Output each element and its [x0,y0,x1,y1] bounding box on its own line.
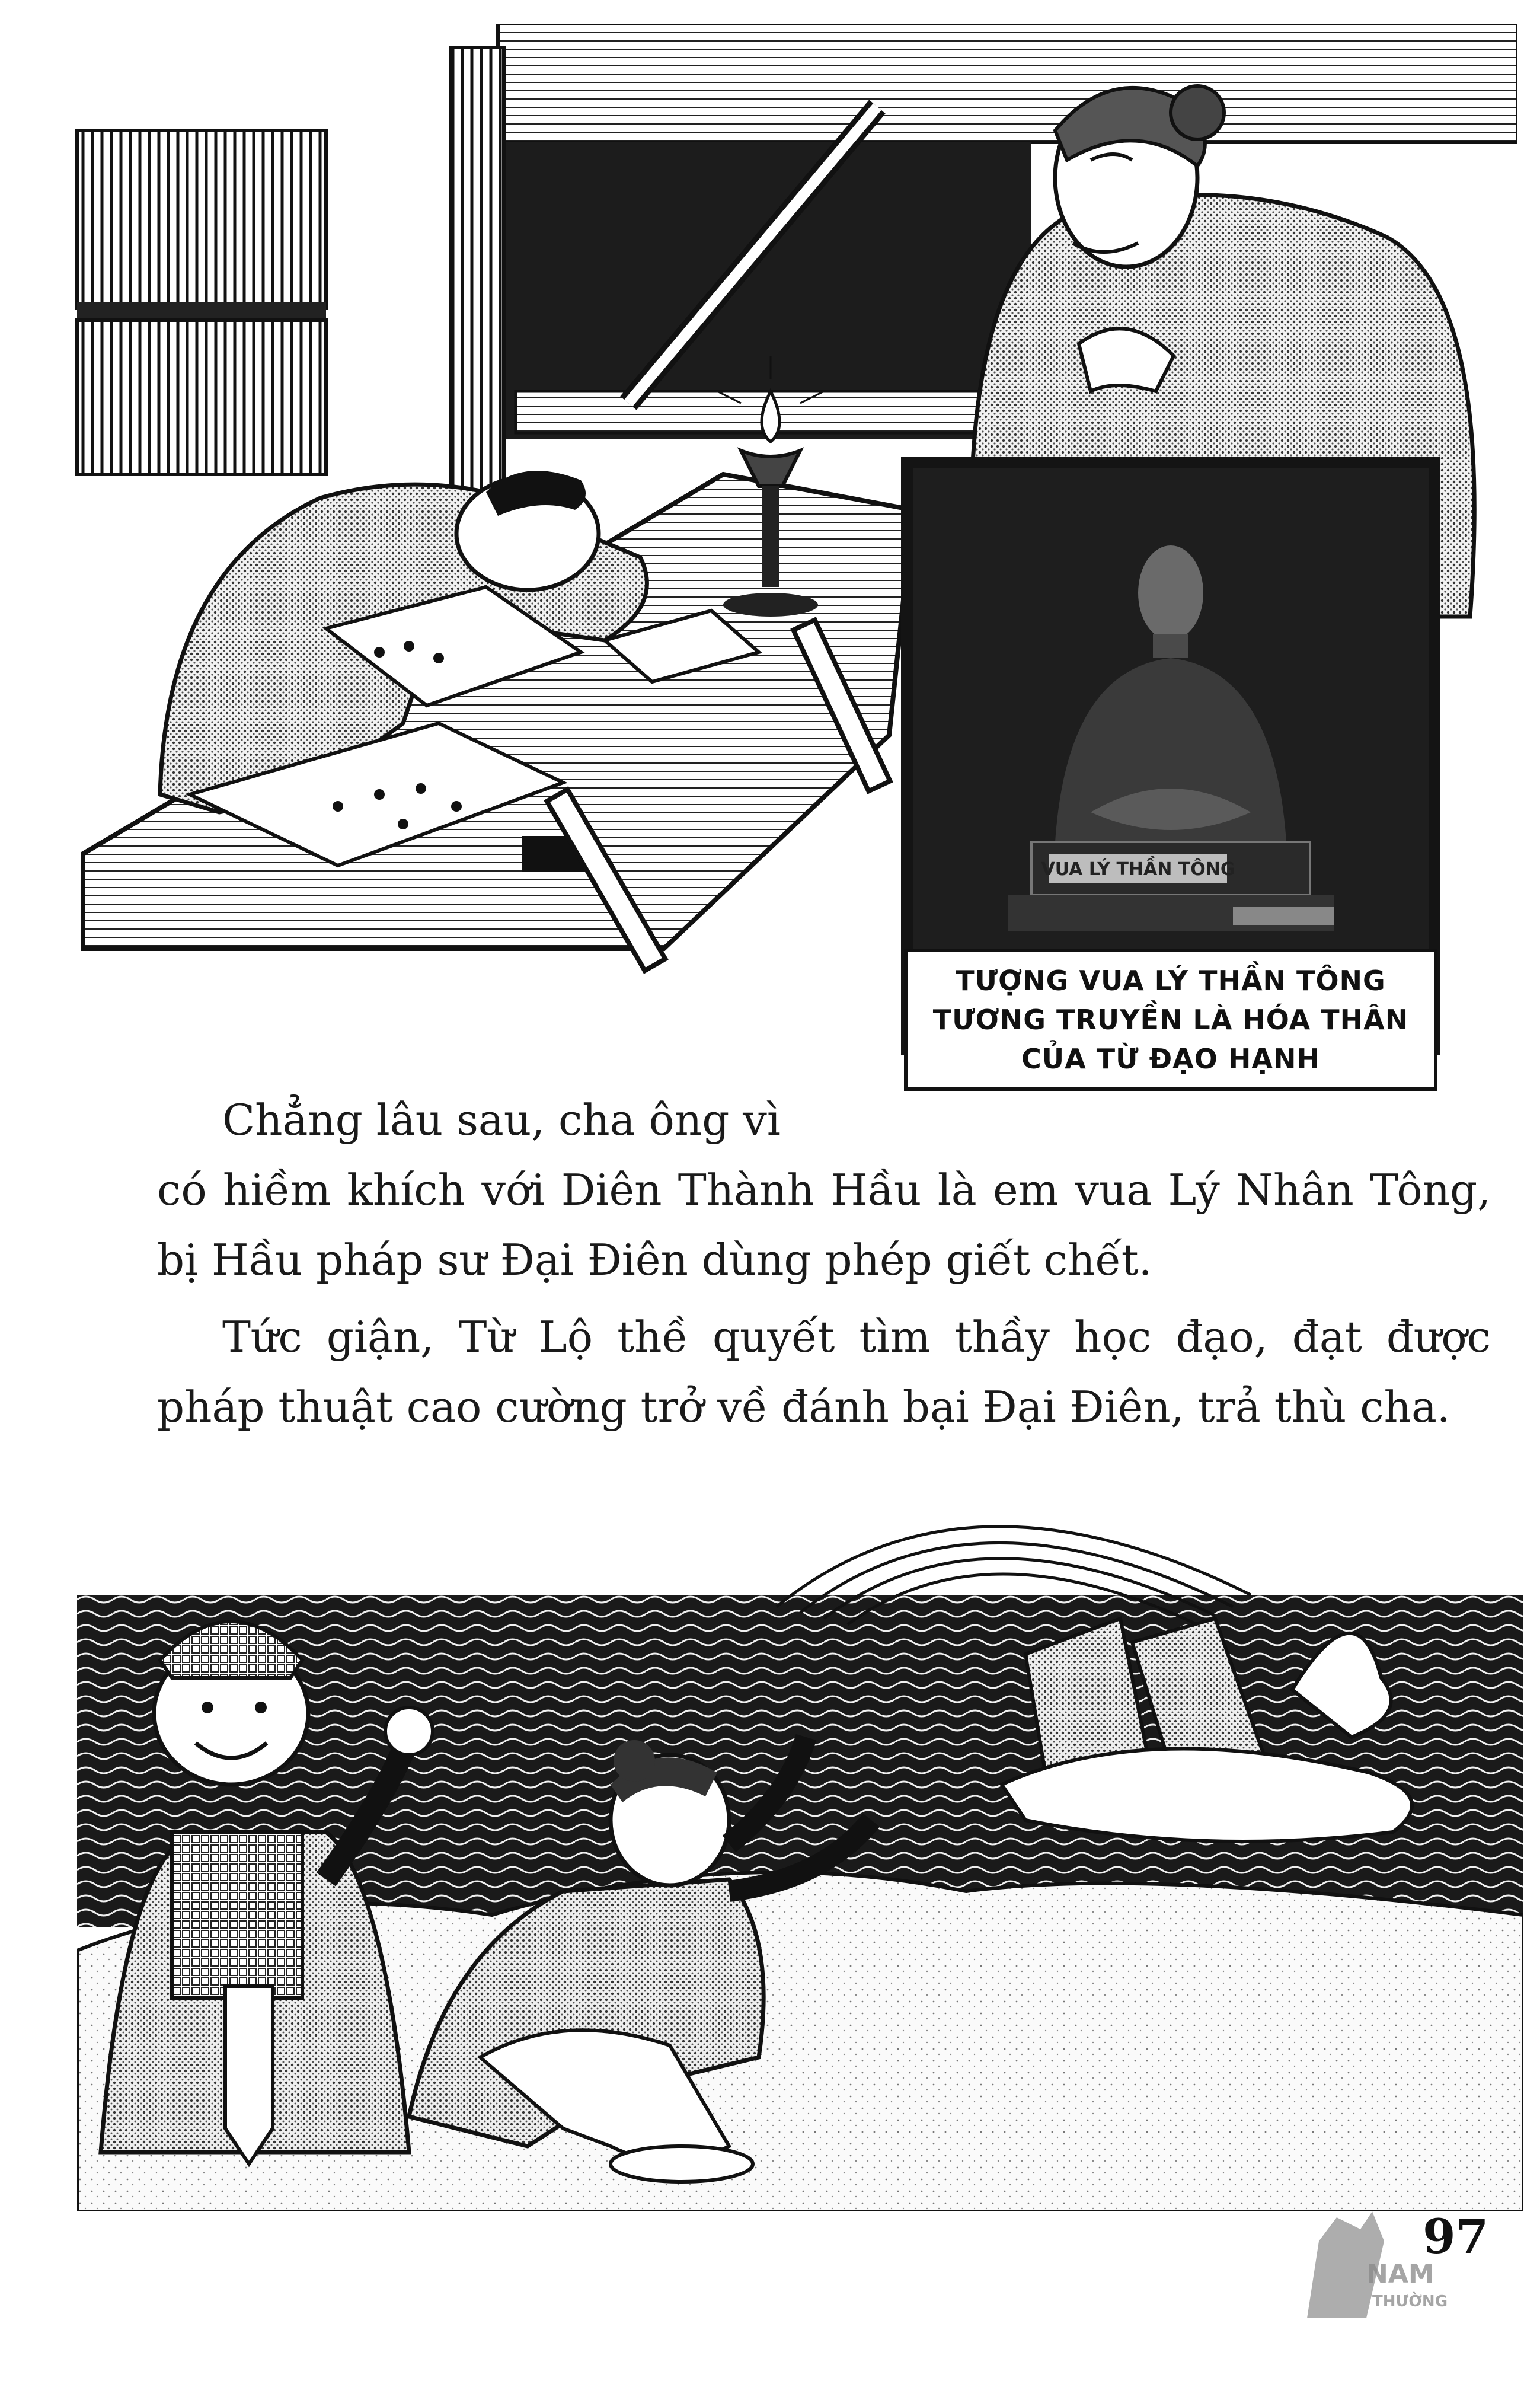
paragraph-1-rest: có hiềm khích với Diên Thành Hầu là em vua Lý Nhân Tông, bị Hầu pháp sư Đại Điên dùng phép giết chết. [157,1165,1491,1285]
caption-line-2: TƯƠNG TRUYỀN LÀ HÓA THÂN [932,1004,1409,1036]
page-number: 97 [1423,2208,1489,2264]
photo-caption [904,949,1437,1091]
paragraph-2: Tức giận, Từ Lộ thề quyết tìm thầy học đạo, đạt được pháp thuật cao cường trở về đánh bại Đại Điên, trả thù cha. [157,1312,1491,1432]
paragraph-1-first-line: Chẳng lâu sau, cha ông vì [222,1095,781,1145]
statue-plaque-text: VUA LÝ THẦN TÔNG [1041,859,1235,880]
caption-line-1: TƯỢNG VUA LÝ THẦN TÔNG [956,965,1386,997]
caption-line-3: CỦA TỪ ĐẠO HẠNH [1021,1043,1320,1075]
bookshelf [77,130,326,474]
paragraph-1 [157,1085,1491,1295]
bottom-illustration [77,1464,1523,2211]
drowning-figures [1002,1619,1412,1841]
svg-text:NAM: NAM [1366,2259,1434,2289]
svg-text:THƯỜNG: THƯỜNG [1372,2293,1448,2310]
body-text [157,1085,1491,1449]
